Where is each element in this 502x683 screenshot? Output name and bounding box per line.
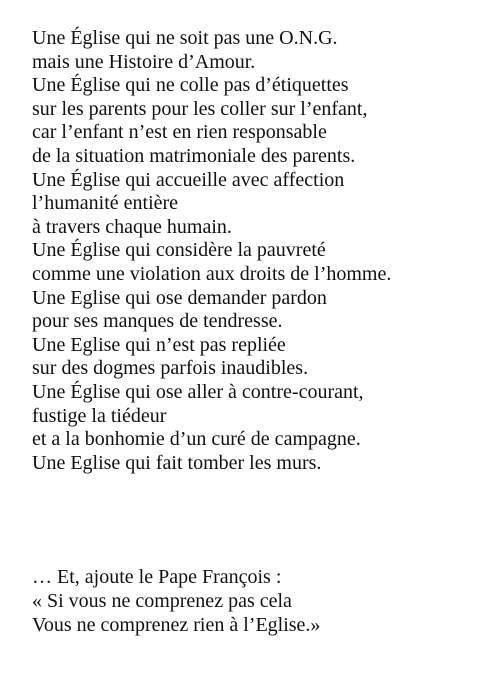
poem-line: et a la bonhomie d’un curé de campagne. [32, 428, 361, 451]
poem-line: Une Eglise qui fait tomber les murs. [32, 451, 322, 474]
closing-line: « Si vous ne comprenez pas cela [32, 590, 292, 612]
poem-line: Une Église qui ne soit pas une O.N.G. [32, 27, 338, 49]
poem-line: à travers chaque humain. [32, 215, 232, 238]
poem-line: l’humanité entière [32, 192, 179, 215]
poem-stanza [32, 27, 494, 475]
closing-line: Vous ne comprenez rien à l’Eglise.» [32, 614, 321, 636]
poem-line: Une Église qui ose aller à contre-courant, [32, 380, 364, 403]
poem-line: sur les parents pour les coller sur l’enfant, [32, 97, 368, 120]
poem-line: fustige la tiédeur [32, 404, 167, 427]
poem-line: Une Église qui considère la pauvreté [32, 239, 326, 262]
poem-line: mais une Histoire d’Amour. [32, 50, 256, 73]
poem-line: Une Église qui ne colle pas d’étiquettes [32, 74, 349, 97]
poem-line: de la situation matrimoniale des parents. [32, 144, 356, 167]
poem-line: comme une violation aux droits de l’homme. [32, 262, 392, 285]
closing-quote [32, 565, 494, 637]
poem-line: sur des dogmes parfois inaudibles. [32, 357, 309, 380]
closing-line: … Et, ajoute le Pape François : [32, 566, 282, 588]
poem-line: Une Eglise qui ose demander pardon [32, 286, 327, 309]
poem-line: Une Église qui accueille avec affection [32, 168, 345, 191]
poem-line: car l’enfant n’est en rien responsable [32, 121, 327, 144]
poem-line: Une Eglise qui n’est pas repliée [32, 333, 286, 356]
poem-line: pour ses manques de tendresse. [32, 310, 283, 333]
